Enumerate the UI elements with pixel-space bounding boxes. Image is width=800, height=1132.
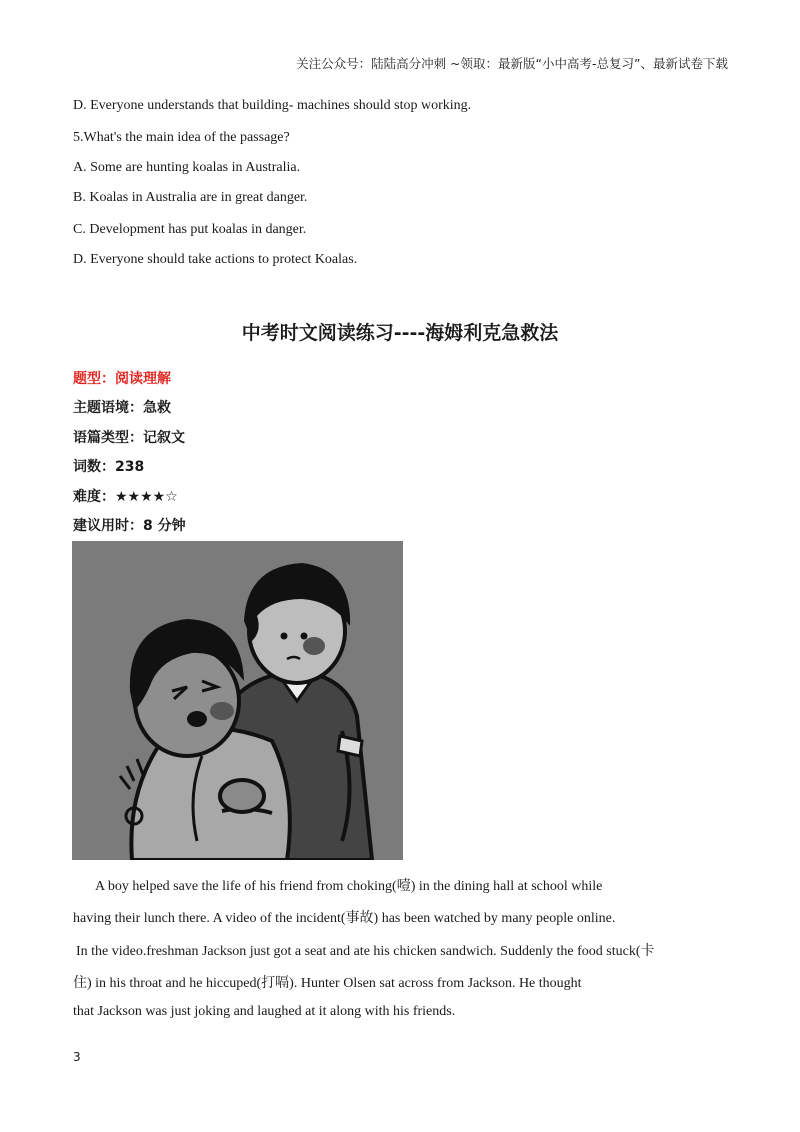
section-title: 中考时文阅读练习----海姆利克急救法: [241, 322, 559, 344]
word-count: 词数：238: [73, 459, 145, 475]
text-genre: 语篇类型：记叙文: [73, 430, 185, 446]
passage-line-2: having their lunch there. A video of the incident(事故) has been watched by many people online.: [73, 911, 616, 926]
prev-option-d: D. Everyone understands that building- machines should stop working.: [73, 98, 472, 113]
passage-line-5: that Jackson was just joking and laughed at it along with his friends.: [73, 1004, 456, 1019]
passage-line-1: A boy helped save the life of his friend from choking(噎) in the dining hall at school while: [95, 879, 603, 894]
page-number: 3: [73, 1050, 81, 1064]
question-5-option-a: A. Some are hunting koalas in Australia.: [73, 160, 301, 175]
suggested-time: 建议用时：8 分钟: [73, 518, 186, 534]
passage-line-3: In the video.freshman Jackson just got a seat and ate his chicken sandwich. Suddenly the food stuck(卡: [76, 944, 655, 959]
page-header: 关注公众号：陆陆高分冲刺 ~领取：最新版“小中高考-总复习”、最新试卷下载: [296, 56, 728, 71]
question-5-option-c: C. Development has put koalas in danger.: [73, 222, 307, 237]
passage-line-4: 住) in his throat and he hiccuped(打嗝). Hunter Olsen sat across from Jackson. He thought: [73, 976, 582, 991]
difficulty-rating: 难度：★★★★☆: [73, 489, 178, 505]
question-5-option-d: D. Everyone should take actions to protect Koalas.: [73, 252, 358, 267]
question-5-stem: 5.What's the main idea of the passage?: [73, 130, 290, 145]
heimlich-illustration: [72, 541, 403, 860]
theme-context: 主题语境：急救: [73, 400, 171, 416]
question-5-option-b: B. Koalas in Australia are in great danger.: [73, 190, 308, 205]
question-type: 题型：阅读理解: [73, 371, 171, 387]
